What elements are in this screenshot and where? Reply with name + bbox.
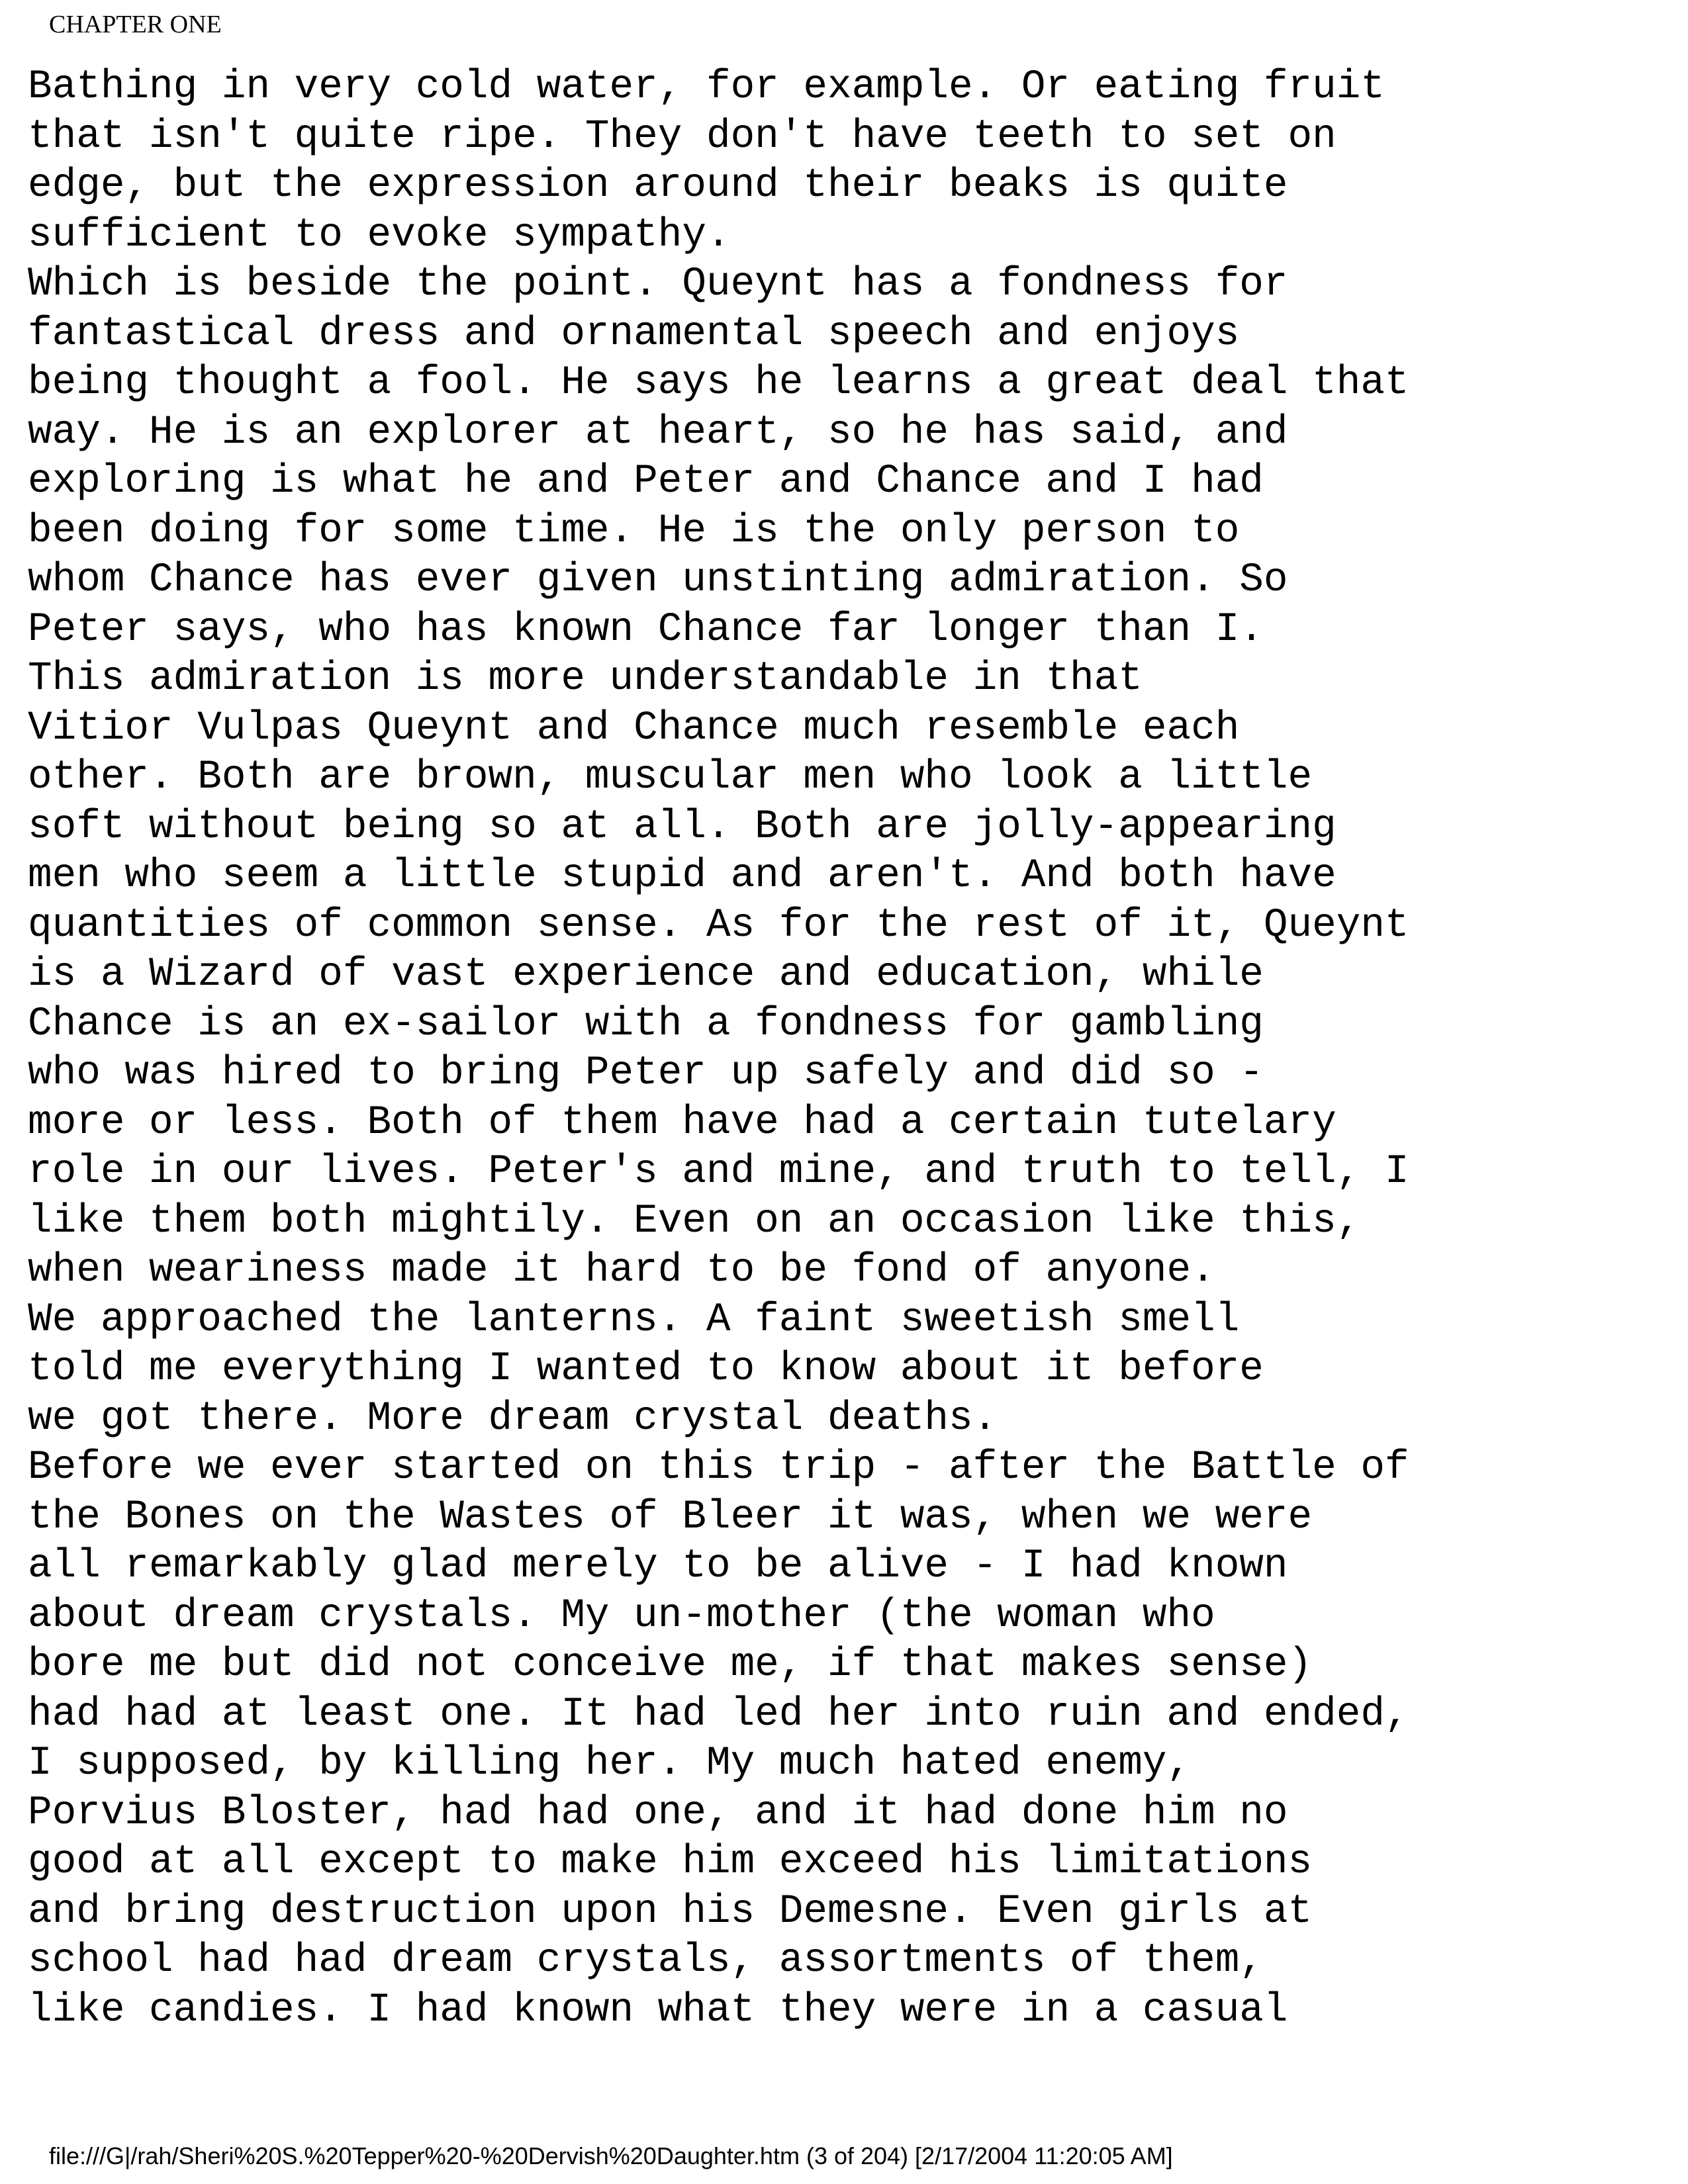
text-line: Before we ever started on this trip - after the Battle of bbox=[28, 1445, 1409, 1490]
text-line: and bring destruction upon his Demesne. Even girls at bbox=[28, 1888, 1313, 1934]
text-line: told me everything I wanted to know about it before bbox=[28, 1346, 1264, 1392]
text-line: Chance is an ex-sailor with a fondness for gambling bbox=[28, 1001, 1264, 1047]
text-line: Bathing in very cold water, for example. Or eating fruit bbox=[28, 64, 1385, 110]
text-line: had had at least one. It had led her into ruin and ended, bbox=[28, 1691, 1409, 1737]
text-line: when weariness made it hard to be fond of anyone. bbox=[28, 1248, 1215, 1293]
text-line: role in our lives. Peter's and mine, and truth to tell, I bbox=[28, 1149, 1409, 1195]
text-line: soft without being so at all. Both are jolly-appearing bbox=[28, 803, 1336, 850]
text-line: edge, but the expression around their beaks is quite bbox=[28, 163, 1288, 208]
page-footer-source: file:///G|/rah/Sheri%20S.%20Tepper%20-%20Dervish%20Daughter.htm (3 of 204) [2/17/2004 11:20:05 AM] bbox=[49, 2142, 1173, 2169]
text-line: more or less. Both of them have had a certain tutelary bbox=[28, 1099, 1336, 1146]
body-text bbox=[28, 63, 1663, 2035]
text-line: good at all except to make him exceed his limitations bbox=[28, 1839, 1313, 1885]
text-line: is a Wizard of vast experience and education, while bbox=[28, 952, 1264, 997]
text-line: This admiration is more understandable in that bbox=[28, 656, 1143, 702]
text-line: we got there. More dream crystal deaths. bbox=[28, 1395, 998, 1441]
text-line: way. He is an explorer at heart, so he has said, and bbox=[28, 409, 1288, 455]
text-line: like them both mightily. Even on an occasion like this, bbox=[28, 1198, 1361, 1244]
text-line: about dream crystals. My un-mother (the woman who bbox=[28, 1592, 1215, 1639]
text-line: other. Both are brown, muscular men who look a little bbox=[28, 754, 1313, 800]
text-line: that isn't quite ripe. They don't have teeth to set on bbox=[28, 113, 1336, 159]
text-line: fantastical dress and ornamental speech and enjoys bbox=[28, 310, 1240, 357]
text-line: sufficient to evoke sympathy. bbox=[28, 212, 731, 258]
text-line: who was hired to bring Peter up safely and did so - bbox=[28, 1050, 1264, 1096]
text-line: Which is beside the point. Queynt has a fondness for bbox=[28, 261, 1288, 307]
text-line: being thought a fool. He says he learns a great deal that bbox=[28, 360, 1409, 406]
text-line: exploring is what he and Peter and Chance and I had bbox=[28, 459, 1264, 504]
text-line: Peter says, who has known Chance far longer than I. bbox=[28, 606, 1264, 653]
text-line: school had had dream crystals, assortments of them, bbox=[28, 1938, 1264, 1983]
text-line: all remarkably glad merely to be alive - I had known bbox=[28, 1543, 1288, 1589]
text-line: been doing for some time. He is the only person to bbox=[28, 508, 1240, 554]
text-line: whom Chance has ever given unstinting admiration. So bbox=[28, 557, 1288, 603]
running-head: CHAPTER ONE bbox=[49, 11, 222, 38]
text-line: I supposed, by killing her. My much hated enemy, bbox=[28, 1741, 1192, 1786]
text-line: quantities of common sense. As for the rest of it, Queynt bbox=[28, 902, 1409, 948]
text-line: the Bones on the Wastes of Bleer it was, when we were bbox=[28, 1494, 1313, 1540]
text-line: like candies. I had known what they were in a casual bbox=[28, 1987, 1288, 2033]
text-line: We approached the lanterns. A faint sweetish smell bbox=[28, 1297, 1240, 1343]
text-line: bore me but did not conceive me, if that makes sense) bbox=[28, 1642, 1313, 1688]
text-line: Vitior Vulpas Queynt and Chance much resemble each bbox=[28, 705, 1240, 751]
text-line: Porvius Bloster, had had one, and it had done him no bbox=[28, 1790, 1288, 1836]
text-line: men who seem a little stupid and aren't. And both have bbox=[28, 853, 1336, 899]
